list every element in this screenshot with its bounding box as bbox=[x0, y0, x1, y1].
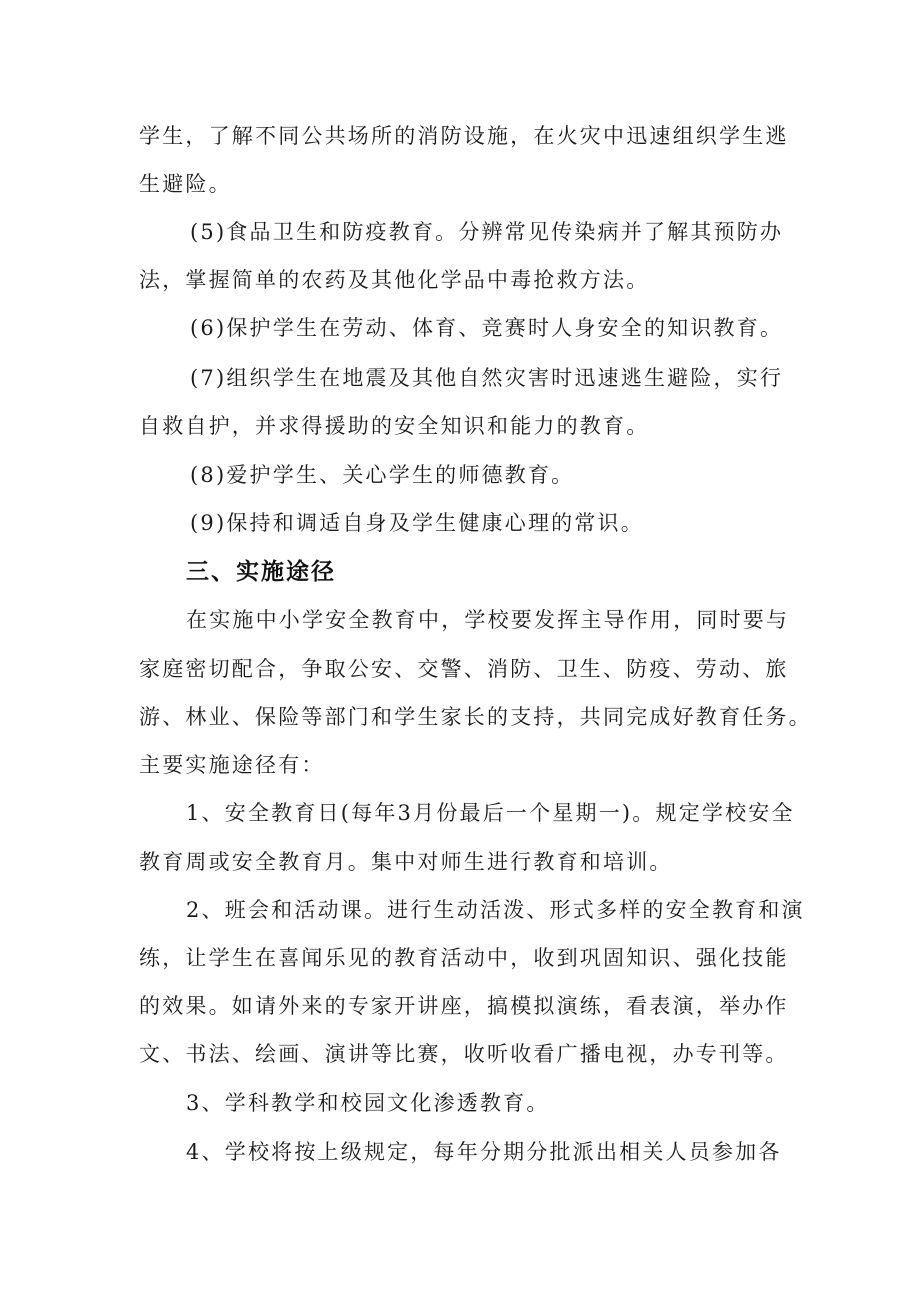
list-item-3: 3、学科教学和校园文化渗透教育。 bbox=[186, 1091, 550, 1115]
paragraph-first-line: 在实施中小学安全教育中，学校要发挥主导作用，同时要与 bbox=[186, 608, 790, 632]
body-line: 教育周或安全教育月。集中对师生进行教育和培训。 bbox=[139, 850, 673, 874]
body-line: 学生，了解不同公共场所的消防设施，在火灾中迅速组织学生逃 bbox=[139, 124, 789, 148]
list-item-1: 1、安全教育日(每年3月份最后一个星期一)。规定学校安全 bbox=[186, 801, 795, 825]
body-line: 游、林业、保险等部门和学生家长的支持，共同完成好教育任务。 bbox=[139, 705, 812, 729]
list-item-7: (7)组织学生在地震及其他自然灾害时迅速逃生避险，实行 bbox=[190, 366, 784, 390]
list-item-6: (6)保护学生在劳动、体育、竞赛时人身安全的知识教育。 bbox=[190, 316, 784, 340]
body-line: 法，掌握简单的农药及其他化学品中毒抢救方法。 bbox=[139, 268, 650, 292]
list-item-4: 4、学校将按上级规定，每年分期分批派出相关人员参加各 bbox=[186, 1140, 782, 1164]
list-item-8: (8)爱护学生、关心学生的师德教育。 bbox=[190, 463, 575, 487]
list-item-5: (5)食品卫生和防疫教育。分辨常见传染病并了解其预防办 bbox=[190, 220, 784, 244]
body-line: 自救自护，并求得援助的安全知识和能力的教育。 bbox=[139, 414, 650, 438]
body-line: 家庭密切配合，争取公安、交警、消防、卫生、防疫、劳动、旅 bbox=[139, 657, 789, 681]
body-line: 的效果。如请外来的专家开讲座，搞模拟演练，看表演，举办作 bbox=[139, 994, 789, 1018]
body-line: 文、书法、绘画、演讲等比赛，收听收看广播电视，办专刊等。 bbox=[139, 1042, 789, 1066]
body-line: 练，让学生在喜闻乐见的教育活动中，收到巩固知识、强化技能 bbox=[139, 946, 789, 970]
section-heading: 三、实施途径 bbox=[186, 559, 336, 585]
body-line: 主要实施途径有： bbox=[139, 753, 325, 777]
body-line: 生避险。 bbox=[139, 172, 232, 196]
list-item-2: 2、班会和活动课。进行生动活泼、形式多样的安全教育和演 bbox=[186, 898, 805, 922]
list-item-9: (9)保持和调适自身及学生健康心理的常识。 bbox=[190, 511, 644, 535]
